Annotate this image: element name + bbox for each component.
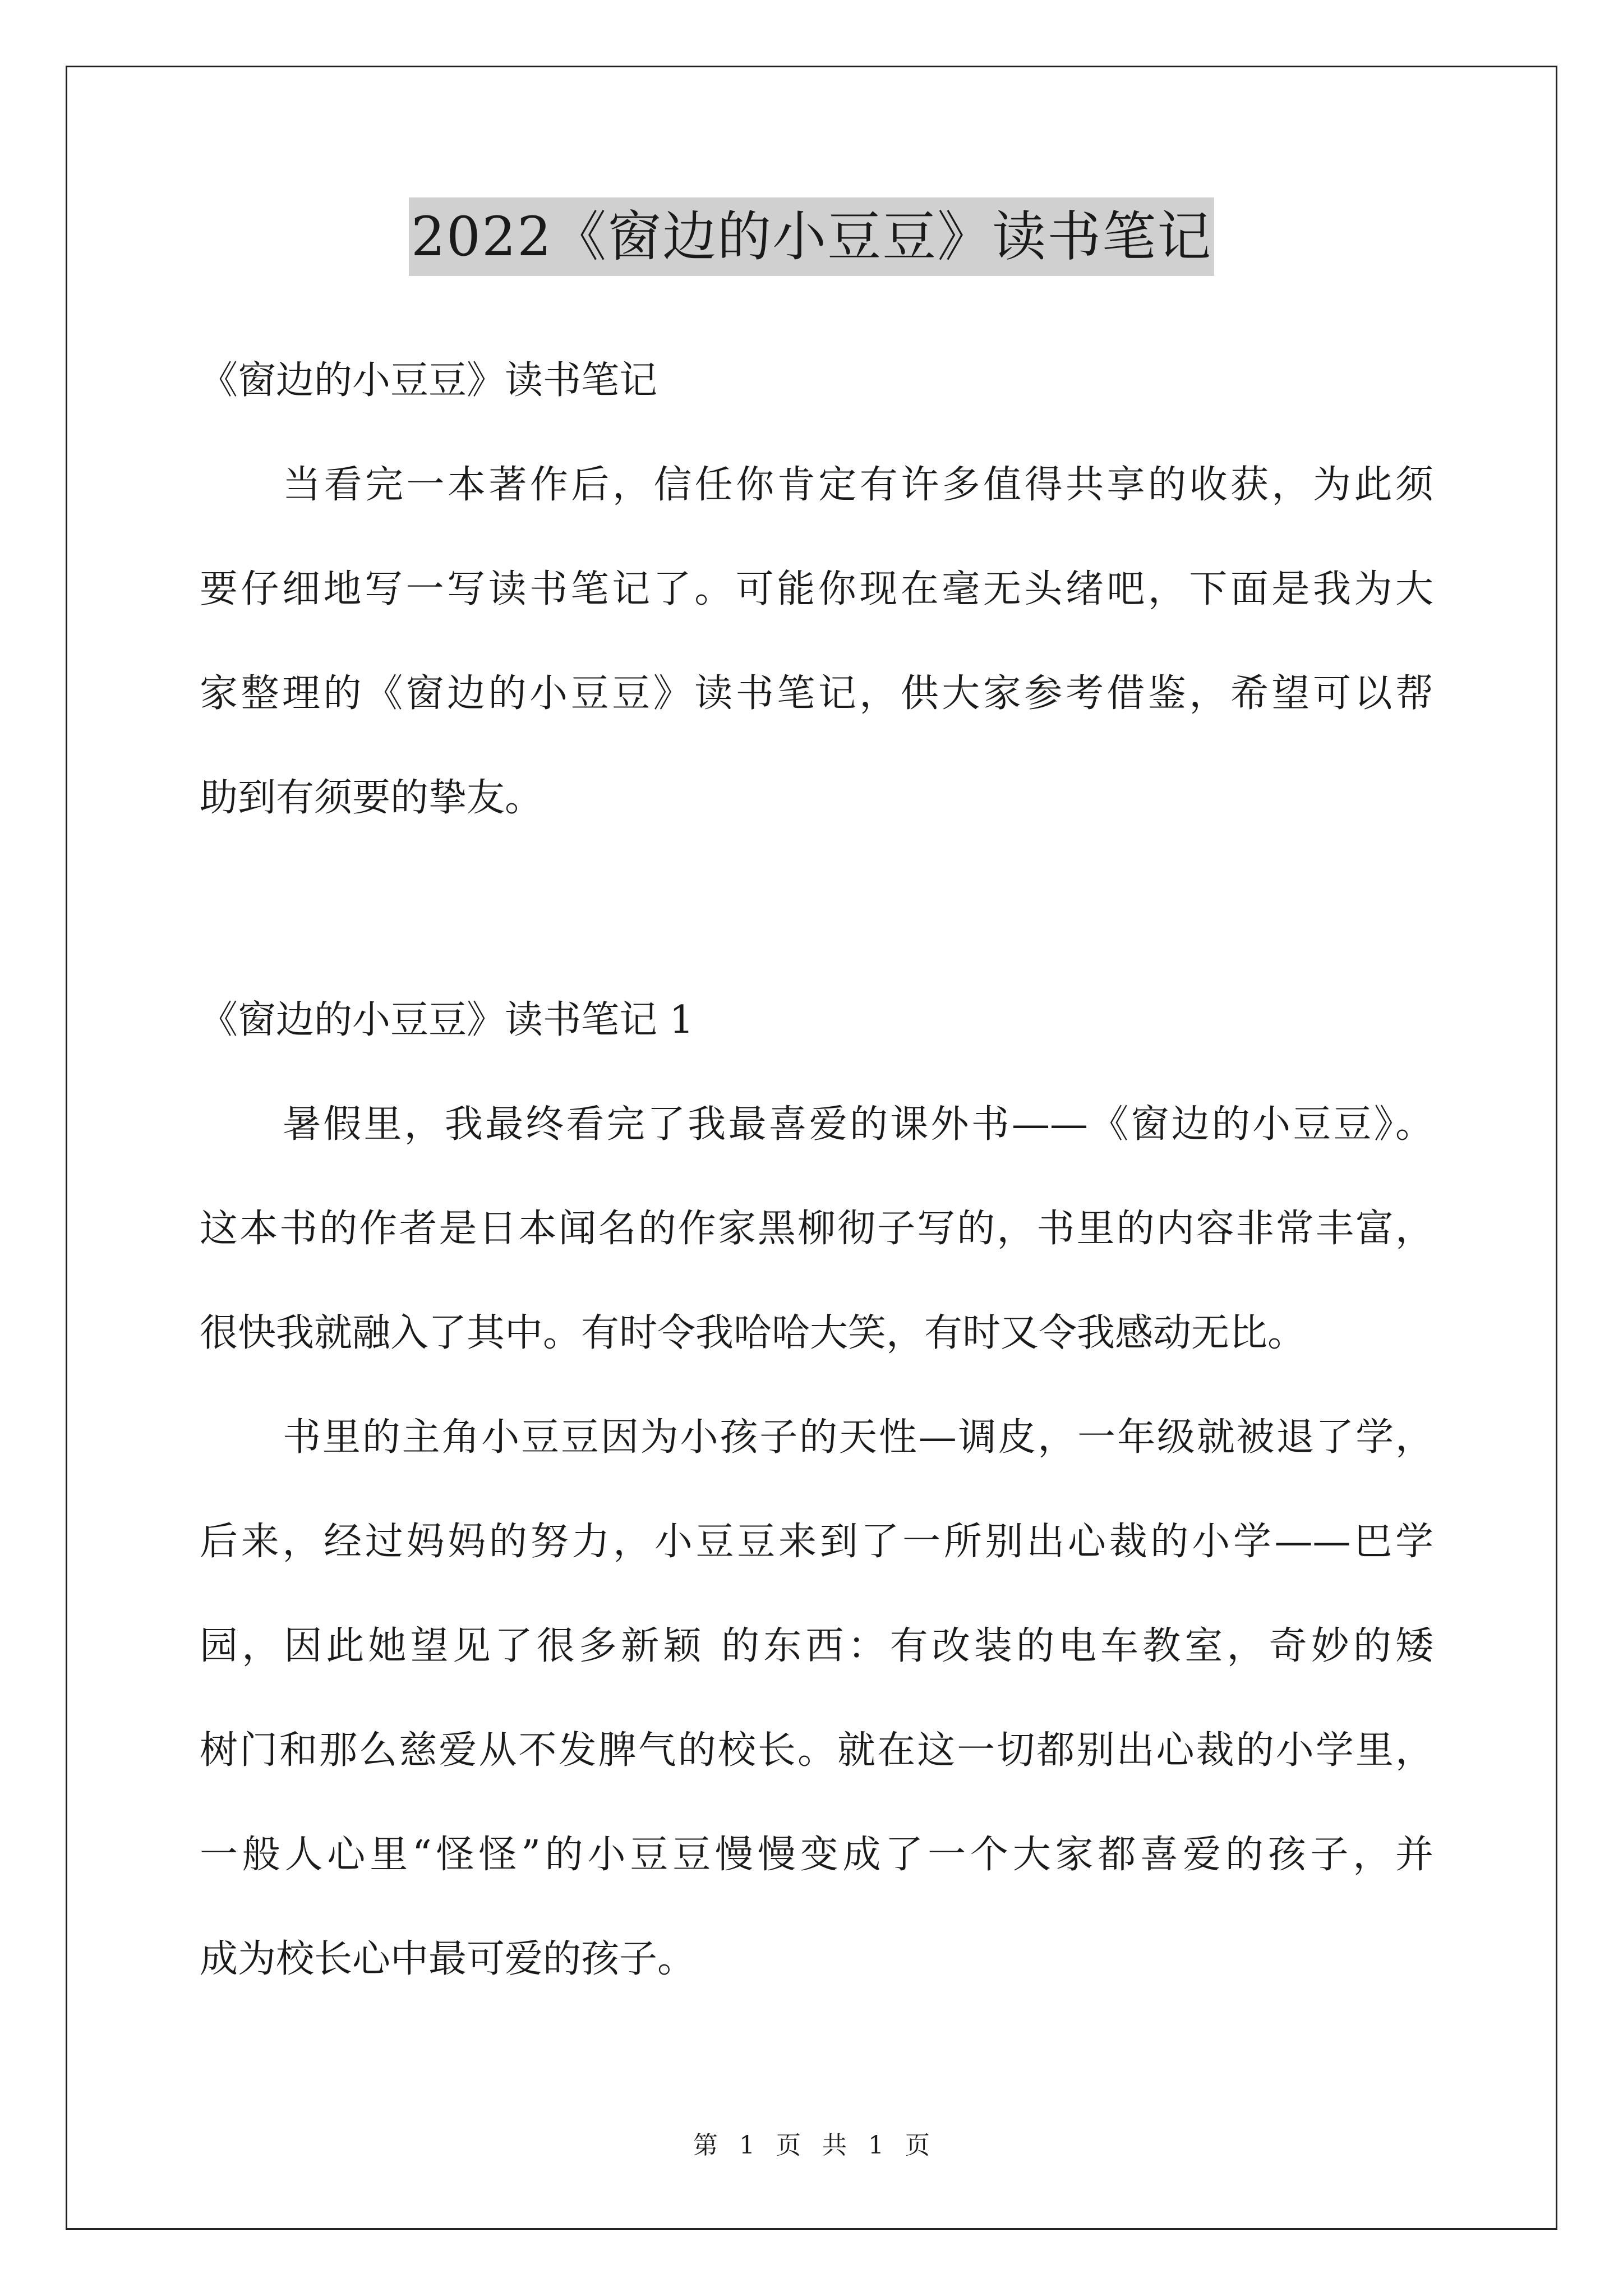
intro-line-2: 要仔细地写一写读书笔记了。可能你现在毫无头绪吧，下面是我为大 (200, 567, 1433, 611)
page-footer: 第 1 页 共 1 页 (693, 2131, 930, 2160)
section1-heading: 《窗边的小豆豆》读书笔记 1 (200, 998, 694, 1042)
para1-line-3: 很快我就融入了其中。有时令我哈哈大笑，有时又令我感动无比。 (200, 1311, 1306, 1355)
para2-line-3: 园，因此她望见了很多新颖 的东西：有改装的电车教室，奇妙的矮 (200, 1624, 1433, 1668)
title-container (0, 197, 1623, 276)
para2-line-6: 成为校长心中最可爱的孩子。 (200, 1937, 696, 1981)
para1-line-1: 暑假里，我最终看完了我最喜爱的课外书——《窗边的小豆豆》。 (283, 1102, 1433, 1147)
para2-line-4: 树门和那么慈爱从不发脾气的校长。就在这一切都别出心裁的小学里， (200, 1728, 1433, 1773)
para2-line-5: 一般人心里“怪怪”的小豆豆慢慢变成了一个大家都喜爱的孩子，并 (200, 1833, 1433, 1877)
document-title: 2022《窗边的小豆豆》读书笔记 (409, 197, 1214, 276)
intro-line-4: 助到有须要的挚友。 (200, 776, 543, 820)
intro-line-3: 家整理的《窗边的小豆豆》读书笔记，供大家参考借鉴，希望可以帮 (200, 671, 1433, 716)
document-heading: 《窗边的小豆豆》读书笔记 (200, 358, 658, 403)
intro-line-1: 当看完一本著作后，信任你肯定有许多值得共享的收获，为此须 (283, 463, 1433, 507)
para1-line-2: 这本书的作者是日本闻名的作家黑柳彻子写的，书里的内容非常丰富， (200, 1207, 1433, 1251)
para2-line-2: 后来，经过妈妈的努力，小豆豆来到了一所别出心裁的小学——巴学 (200, 1520, 1433, 1564)
para2-line-1: 书里的主角小豆豆因为小孩子的天性—调皮，一年级就被退了学， (283, 1415, 1433, 1460)
